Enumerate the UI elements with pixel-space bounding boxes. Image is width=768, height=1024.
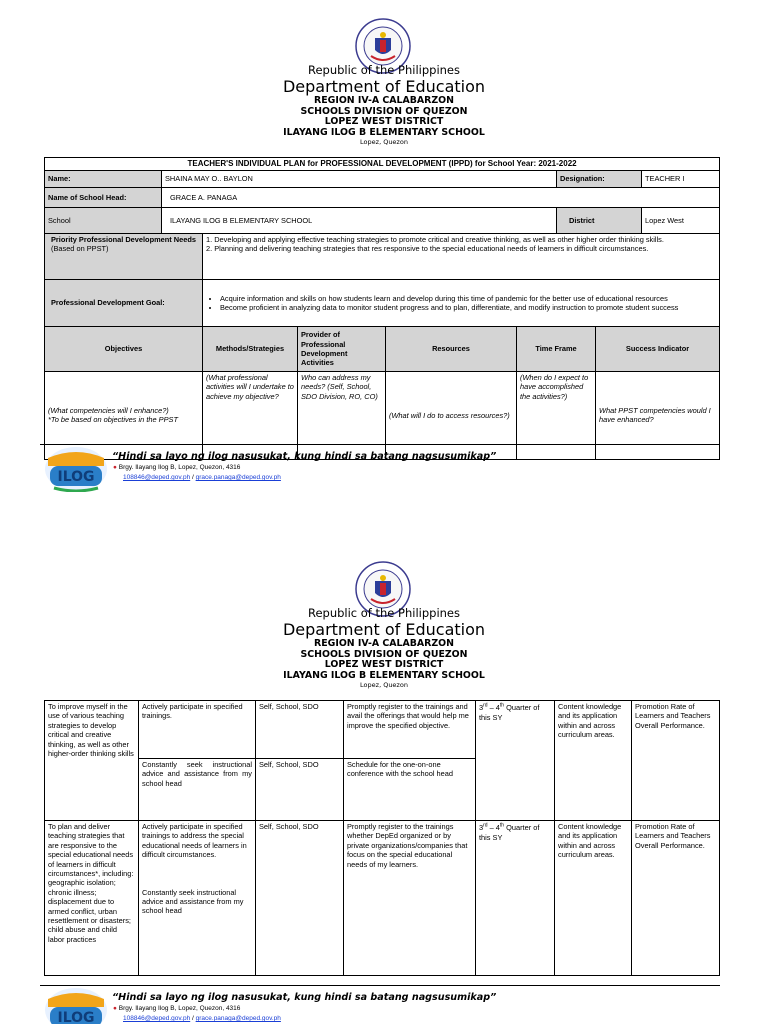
needs-label-cell (45, 234, 203, 280)
need-item: 2. Planning and delivering teaching strategies that res responsive to the special educational needs of learners in difficult circumstances. (206, 244, 649, 254)
guide-methods: (What professional activities will I undertake to achieve my objective? (203, 372, 298, 460)
goal-item: • Acquire information and skills on how students learn and develop during this time of pandemic for the better use of educational resources (220, 294, 716, 303)
footer-address: ● Brgy. Ilayang Ilog B, Lopez, Quezon, 4316 (113, 464, 241, 471)
goal-cell (203, 280, 720, 327)
col-methods: Methods/Strategies (203, 327, 298, 372)
indicator-1: Content knowledge and its application within and across curriculum areas. (555, 701, 632, 821)
needs-sub: (Based on PPST) (51, 244, 109, 254)
school-value: ILAYANG ILOG B ELEMENTARY SCHOOL (162, 208, 557, 234)
method-1a: Actively participate in specified trainings. (139, 701, 256, 759)
provider-2: Self, School, SDO (256, 821, 344, 976)
school-line: ILAYANG ILOG B ELEMENTARY SCHOOL (283, 126, 485, 138)
district-label: District (557, 208, 642, 234)
school-logo-icon (44, 446, 108, 492)
region-line: REGION IV-A CALABARZON (314, 95, 454, 106)
location-pin-icon: ● (113, 464, 117, 471)
division-line: SCHOOLS DIVISION OF QUEZON (300, 648, 468, 660)
location-pin-icon: ● (113, 1005, 117, 1012)
objective-2: To plan and deliver teaching strategies that are responsive to the special educational needs of learners in difficult circumstances*, including: geographic isolation; chronic illness; displacement due to armed conflict, urban resettlement or disasters; child abuse and child labor practices (45, 821, 139, 976)
needs-cell (203, 234, 720, 280)
objective-1: To improve myself in the use of various teaching strategies to develop critical and creative thinking, as well as other higher-order thinking skills (45, 701, 139, 821)
resource-2: Promptly register to the trainings whether DepEd organized or by private organizations/companies that focus on the special educational needs of my learners. (344, 821, 476, 976)
need-item: 1. Developing and applying effective teaching strategies to promote critical and creative thinking, as well as other higher order thinking skills. (206, 235, 664, 244)
footer-divider (40, 444, 720, 445)
goal-label: Professional Development Goal: (45, 280, 203, 327)
department-title: Department of Education (282, 77, 486, 96)
town-line: Lopez, Quezon (360, 138, 408, 146)
plan-title: TEACHER'S INDIVIDUAL PLAN for PROFESSIONAL DEVELOPMENT (IPPD) for School Year: 2021-2022 (45, 158, 720, 171)
guide-objectives: (What competencies will I enhance?) *To be based on objectives in the PPST (45, 372, 203, 460)
district-line: LOPEZ WEST DISTRICT (324, 116, 444, 127)
guide-provider: Who can address my needs? (Self, School, SDO Division, RO, CO) (298, 372, 386, 460)
guide-indicator: What PPST competencies would I have enhanced? (596, 372, 720, 460)
town-line: Lopez, Quezon (360, 681, 408, 689)
department-title: Department of Education (282, 620, 486, 639)
footer-emails: 108846@deped.gov.ph / grace.panaga@deped.gov.ph (123, 474, 281, 481)
resource-1a: Promptly register to the trainings and avail the offerings that would help me improve the specified objective. (344, 701, 476, 759)
col-time-frame: Time Frame (517, 327, 596, 372)
ippd-table (44, 157, 720, 460)
resource-1b: Schedule for the one-on-one conference with the school head (344, 759, 476, 821)
goal-item: • Become proficient in analyzing data to monitor student progress and to plan, differentiate, and modify instruction to promote student success (220, 303, 716, 312)
district-value: Lopez West (642, 208, 720, 234)
needs-label: Priority Professional Development Needs (51, 235, 196, 244)
area-1: Promotion Rate of Learners and Teachers Overall Performance. (632, 701, 720, 821)
footer-motto: “Hindi sa layo ng ilog nasusukat, kung hindi sa batang nagsusumikap” (112, 992, 497, 1003)
col-resources: Resources (386, 327, 517, 372)
school-head-label: Name of School Head: (45, 188, 162, 208)
school-logo-icon (44, 987, 108, 1024)
svg-text:ILOG: ILOG (57, 1010, 95, 1024)
school-line: ILAYANG ILOG B ELEMENTARY SCHOOL (283, 669, 485, 681)
col-objectives: Objectives (45, 327, 203, 372)
provider-1a: Self, School, SDO (256, 701, 344, 759)
guide-resources: (What will I do to access resources?) (386, 372, 517, 460)
method-1b: Constantly seek instructional advice and assistance from my school head (139, 759, 256, 821)
division-line: SCHOOLS DIVISION OF QUEZON (300, 105, 468, 117)
designation-value: TEACHER I (642, 171, 720, 188)
teacher-name: SHAINA MAY O.. BAYLON (162, 171, 557, 188)
method-2: Actively participate in specified trainings to address the special educational needs of learners in difficult circumstances. Constantly seek instructional advice and assistance from my school head (139, 821, 256, 976)
school-label: School (45, 208, 162, 234)
footer-divider (40, 985, 720, 986)
designation-label: Designation: (557, 171, 642, 188)
district-line: LOPEZ WEST DISTRICT (324, 659, 444, 670)
indicator-2: Content knowledge and its application within and across curriculum areas. (555, 821, 632, 976)
svg-text:ILOG: ILOG (57, 469, 95, 485)
republic-line: Republic of the Philippines (307, 63, 461, 77)
footer-emails: 108846@deped.gov.ph / grace.panaga@deped.gov.ph (123, 1015, 281, 1022)
email-link[interactable]: grace.panaga@deped.gov.ph (195, 474, 281, 481)
email-link[interactable]: 108846@deped.gov.ph (123, 474, 191, 481)
col-provider: Provider of Professional Development Activities (298, 327, 386, 372)
time-frame-text: 3rd – 4th Quarter of this SY (479, 823, 540, 842)
region-line: REGION IV-A CALABARZON (314, 638, 454, 649)
footer-address: ● Brgy. Ilayang Ilog B, Lopez, Quezon, 4316 (113, 1005, 241, 1012)
provider-1b: Self, School, SDO (256, 759, 344, 821)
area-2: Promotion Rate of Learners and Teachers Overall Performance. (632, 821, 720, 976)
school-head-value: GRACE A. PANAGA (162, 188, 720, 208)
time-2 (476, 821, 555, 976)
email-link[interactable]: 108846@deped.gov.ph (123, 1015, 191, 1022)
name-label: Name: (45, 171, 162, 188)
republic-line: Republic of the Philippines (307, 606, 461, 620)
page-2 (0, 565, 768, 1024)
time-1 (476, 701, 555, 821)
col-success-indicator: Success Indicator (596, 327, 720, 372)
guide-time: (When do I expect to have accomplished the activities?) (517, 372, 596, 460)
email-link[interactable]: grace.panaga@deped.gov.ph (195, 1015, 281, 1022)
ippd-table-continued (44, 700, 720, 976)
footer-motto: “Hindi sa layo ng ilog nasusukat, kung hindi sa batang nagsusumikap” (112, 451, 497, 462)
time-frame-text: 3rd – 4th Quarter of this SY (479, 703, 540, 722)
